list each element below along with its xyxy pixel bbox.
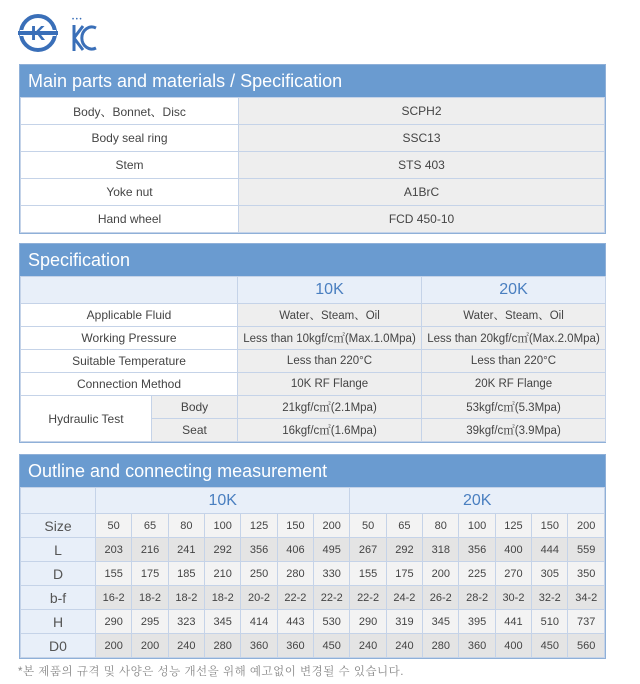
measurement-cell: 250 <box>241 562 277 586</box>
measurement-cell: 400 <box>495 634 531 658</box>
table-row <box>21 152 605 179</box>
spec-value-20k: Less than 220°C <box>422 350 606 373</box>
table-row <box>21 538 605 562</box>
hydraulic-body-10k: 21kgf/c㎡(2.1Mpa) <box>238 396 422 419</box>
measurement-cell: 155 <box>96 562 132 586</box>
spec-label: Connection Method <box>21 373 238 396</box>
measurement-cell: 280 <box>205 634 241 658</box>
measurement-cell: 292 <box>205 538 241 562</box>
table-header-row <box>21 277 606 304</box>
measurement-cell: 267 <box>350 538 386 562</box>
measurement-cell: 360 <box>277 634 313 658</box>
header-blank-cell <box>21 488 96 514</box>
measurement-cell: 395 <box>459 610 495 634</box>
measurement-cell: 737 <box>568 610 605 634</box>
table-row <box>21 304 606 327</box>
row-label: Size <box>21 514 96 538</box>
measurement-cell: 20-2 <box>241 586 277 610</box>
hydraulic-seat-10k: 16kgf/c㎡(1.6Mpa) <box>238 419 422 442</box>
measurement-cell: 441 <box>495 610 531 634</box>
material-label: Hand wheel <box>21 206 239 233</box>
spec-value-20k: Less than 20kgf/c㎡(Max.2.0Mpa) <box>422 327 606 350</box>
measurement-cell: 150 <box>532 514 568 538</box>
measurement-cell: 22-2 <box>350 586 386 610</box>
measurement-cell: 50 <box>96 514 132 538</box>
measurement-cell: 495 <box>314 538 350 562</box>
measurement-cell: 18-2 <box>132 586 168 610</box>
measurement-cell: 280 <box>277 562 313 586</box>
hydraulic-seat-20k: 39kgf/c㎡(3.9Mpa) <box>422 419 606 442</box>
row-label: D0 <box>21 634 96 658</box>
row-label: H <box>21 610 96 634</box>
measurement-cell: 240 <box>350 634 386 658</box>
measurement-cell: 305 <box>532 562 568 586</box>
measurement-cell: 225 <box>459 562 495 586</box>
measurement-cell: 450 <box>532 634 568 658</box>
table-row <box>21 396 606 419</box>
spec-label: Applicable Fluid <box>21 304 238 327</box>
row-label: D <box>21 562 96 586</box>
measurement-cell: 216 <box>132 538 168 562</box>
spec-value-10k: Water、Steam、Oil <box>238 304 422 327</box>
materials-table <box>20 97 605 233</box>
svg-text:K: K <box>30 23 46 45</box>
table-row <box>21 586 605 610</box>
measurement-cell: 34-2 <box>568 586 605 610</box>
hydraulic-test-label: Hydraulic Test <box>21 396 152 442</box>
kc-mark-icon <box>70 13 98 53</box>
col-header-20k: 20K <box>350 488 605 514</box>
specification-table <box>20 276 606 442</box>
measurement-cell: 319 <box>386 610 422 634</box>
measurement-cell: 510 <box>532 610 568 634</box>
spec-value-10k: 10K RF Flange <box>238 373 422 396</box>
measurement-cell: 280 <box>423 634 459 658</box>
measurement-cell: 65 <box>132 514 168 538</box>
table-row <box>21 327 606 350</box>
table-row <box>21 350 606 373</box>
measurement-cell: 200 <box>314 514 350 538</box>
measurement-cell: 530 <box>314 610 350 634</box>
measurement-cell: 32-2 <box>532 586 568 610</box>
measurement-cell: 28-2 <box>459 586 495 610</box>
row-label: L <box>21 538 96 562</box>
col-header-20k: 20K <box>422 277 606 304</box>
measurement-cell: 210 <box>205 562 241 586</box>
measurement-cell: 100 <box>459 514 495 538</box>
measurement-cell: 559 <box>568 538 605 562</box>
measurement-cell: 175 <box>386 562 422 586</box>
measurement-cell: 240 <box>168 634 204 658</box>
measurement-cell: 100 <box>205 514 241 538</box>
measurement-cell: 203 <box>96 538 132 562</box>
outline-title: Outline and connecting measurement <box>20 455 605 487</box>
measurement-cell: 240 <box>386 634 422 658</box>
measurement-cell: 318 <box>423 538 459 562</box>
table-row <box>21 634 605 658</box>
material-value: A1BrC <box>239 179 605 206</box>
table-row <box>21 98 605 125</box>
spec-value-10k: Less than 220°C <box>238 350 422 373</box>
material-value: SSC13 <box>239 125 605 152</box>
measurement-cell: 200 <box>568 514 605 538</box>
measurement-cell: 360 <box>241 634 277 658</box>
specification-title: Specification <box>20 244 605 276</box>
measurement-cell: 22-2 <box>277 586 313 610</box>
hydraulic-body-20k: 53kgf/c㎡(5.3Mpa) <box>422 396 606 419</box>
measurement-cell: 185 <box>168 562 204 586</box>
measurement-cell: 241 <box>168 538 204 562</box>
measurement-cell: 350 <box>568 562 605 586</box>
measurement-cell: 295 <box>132 610 168 634</box>
material-label: Stem <box>21 152 239 179</box>
table-row <box>21 125 605 152</box>
material-value: FCD 450-10 <box>239 206 605 233</box>
measurement-cell: 450 <box>314 634 350 658</box>
measurement-cell: 155 <box>350 562 386 586</box>
spec-label: Working Pressure <box>21 327 238 350</box>
measurement-cell: 270 <box>495 562 531 586</box>
footnote: *본 제품의 규격 및 사양은 성능 개선을 위해 예고없이 변경될 수 있습니다. <box>18 666 404 678</box>
row-label: b-f <box>21 586 96 610</box>
table-row <box>21 179 605 206</box>
hydraulic-seat-label: Seat <box>152 419 238 442</box>
measurement-cell: 24-2 <box>386 586 422 610</box>
measurement-cell: 22-2 <box>314 586 350 610</box>
measurement-cell: 65 <box>386 514 422 538</box>
table-row <box>21 206 605 233</box>
certification-logos <box>18 12 98 54</box>
material-label: Body seal ring <box>21 125 239 152</box>
measurement-cell: 560 <box>568 634 605 658</box>
measurement-cell: 345 <box>205 610 241 634</box>
measurement-cell: 345 <box>423 610 459 634</box>
col-header-10k: 10K <box>238 277 422 304</box>
measurement-cell: 414 <box>241 610 277 634</box>
measurement-cell: 400 <box>495 538 531 562</box>
measurement-cell: 406 <box>277 538 313 562</box>
ks-mark-icon <box>18 13 58 53</box>
measurement-cell: 200 <box>423 562 459 586</box>
measurement-cell: 360 <box>459 634 495 658</box>
measurement-cell: 290 <box>350 610 386 634</box>
measurement-cell: 80 <box>423 514 459 538</box>
measurement-cell: 444 <box>532 538 568 562</box>
measurement-cell: 356 <box>241 538 277 562</box>
table-row <box>21 514 605 538</box>
measurement-cell: 200 <box>132 634 168 658</box>
measurement-cell: 30-2 <box>495 586 531 610</box>
measurement-cell: 26-2 <box>423 586 459 610</box>
svg-text:• • •: • • • <box>72 17 82 23</box>
header-blank-cell <box>21 277 238 304</box>
measurement-cell: 356 <box>459 538 495 562</box>
measurement-cell: 50 <box>350 514 386 538</box>
measurement-cell: 16-2 <box>96 586 132 610</box>
col-header-10k: 10K <box>96 488 350 514</box>
materials-title: Main parts and materials / Specification <box>20 65 605 97</box>
measurement-cell: 150 <box>277 514 313 538</box>
table-header-row <box>21 488 605 514</box>
measurement-cell: 125 <box>495 514 531 538</box>
spec-value-20k: 20K RF Flange <box>422 373 606 396</box>
table-row <box>21 373 606 396</box>
specification-section <box>19 243 606 443</box>
spec-value-10k: Less than 10kgf/c㎡(Max.1.0Mpa) <box>238 327 422 350</box>
measurement-cell: 200 <box>96 634 132 658</box>
material-label: Body、Bonnet、Disc <box>21 98 239 125</box>
measurement-cell: 80 <box>168 514 204 538</box>
measurement-cell: 125 <box>241 514 277 538</box>
material-value: STS 403 <box>239 152 605 179</box>
measurement-cell: 330 <box>314 562 350 586</box>
outline-table <box>20 487 605 658</box>
measurement-cell: 292 <box>386 538 422 562</box>
table-row <box>21 610 605 634</box>
materials-section <box>19 64 606 234</box>
spec-value-20k: Water、Steam、Oil <box>422 304 606 327</box>
measurement-cell: 18-2 <box>168 586 204 610</box>
material-value: SCPH2 <box>239 98 605 125</box>
measurement-cell: 175 <box>132 562 168 586</box>
spec-label: Suitable Temperature <box>21 350 238 373</box>
measurement-cell: 443 <box>277 610 313 634</box>
measurement-cell: 290 <box>96 610 132 634</box>
measurement-cell: 18-2 <box>205 586 241 610</box>
table-row <box>21 562 605 586</box>
hydraulic-body-label: Body <box>152 396 238 419</box>
measurement-cell: 323 <box>168 610 204 634</box>
material-label: Yoke nut <box>21 179 239 206</box>
outline-section <box>19 454 606 659</box>
